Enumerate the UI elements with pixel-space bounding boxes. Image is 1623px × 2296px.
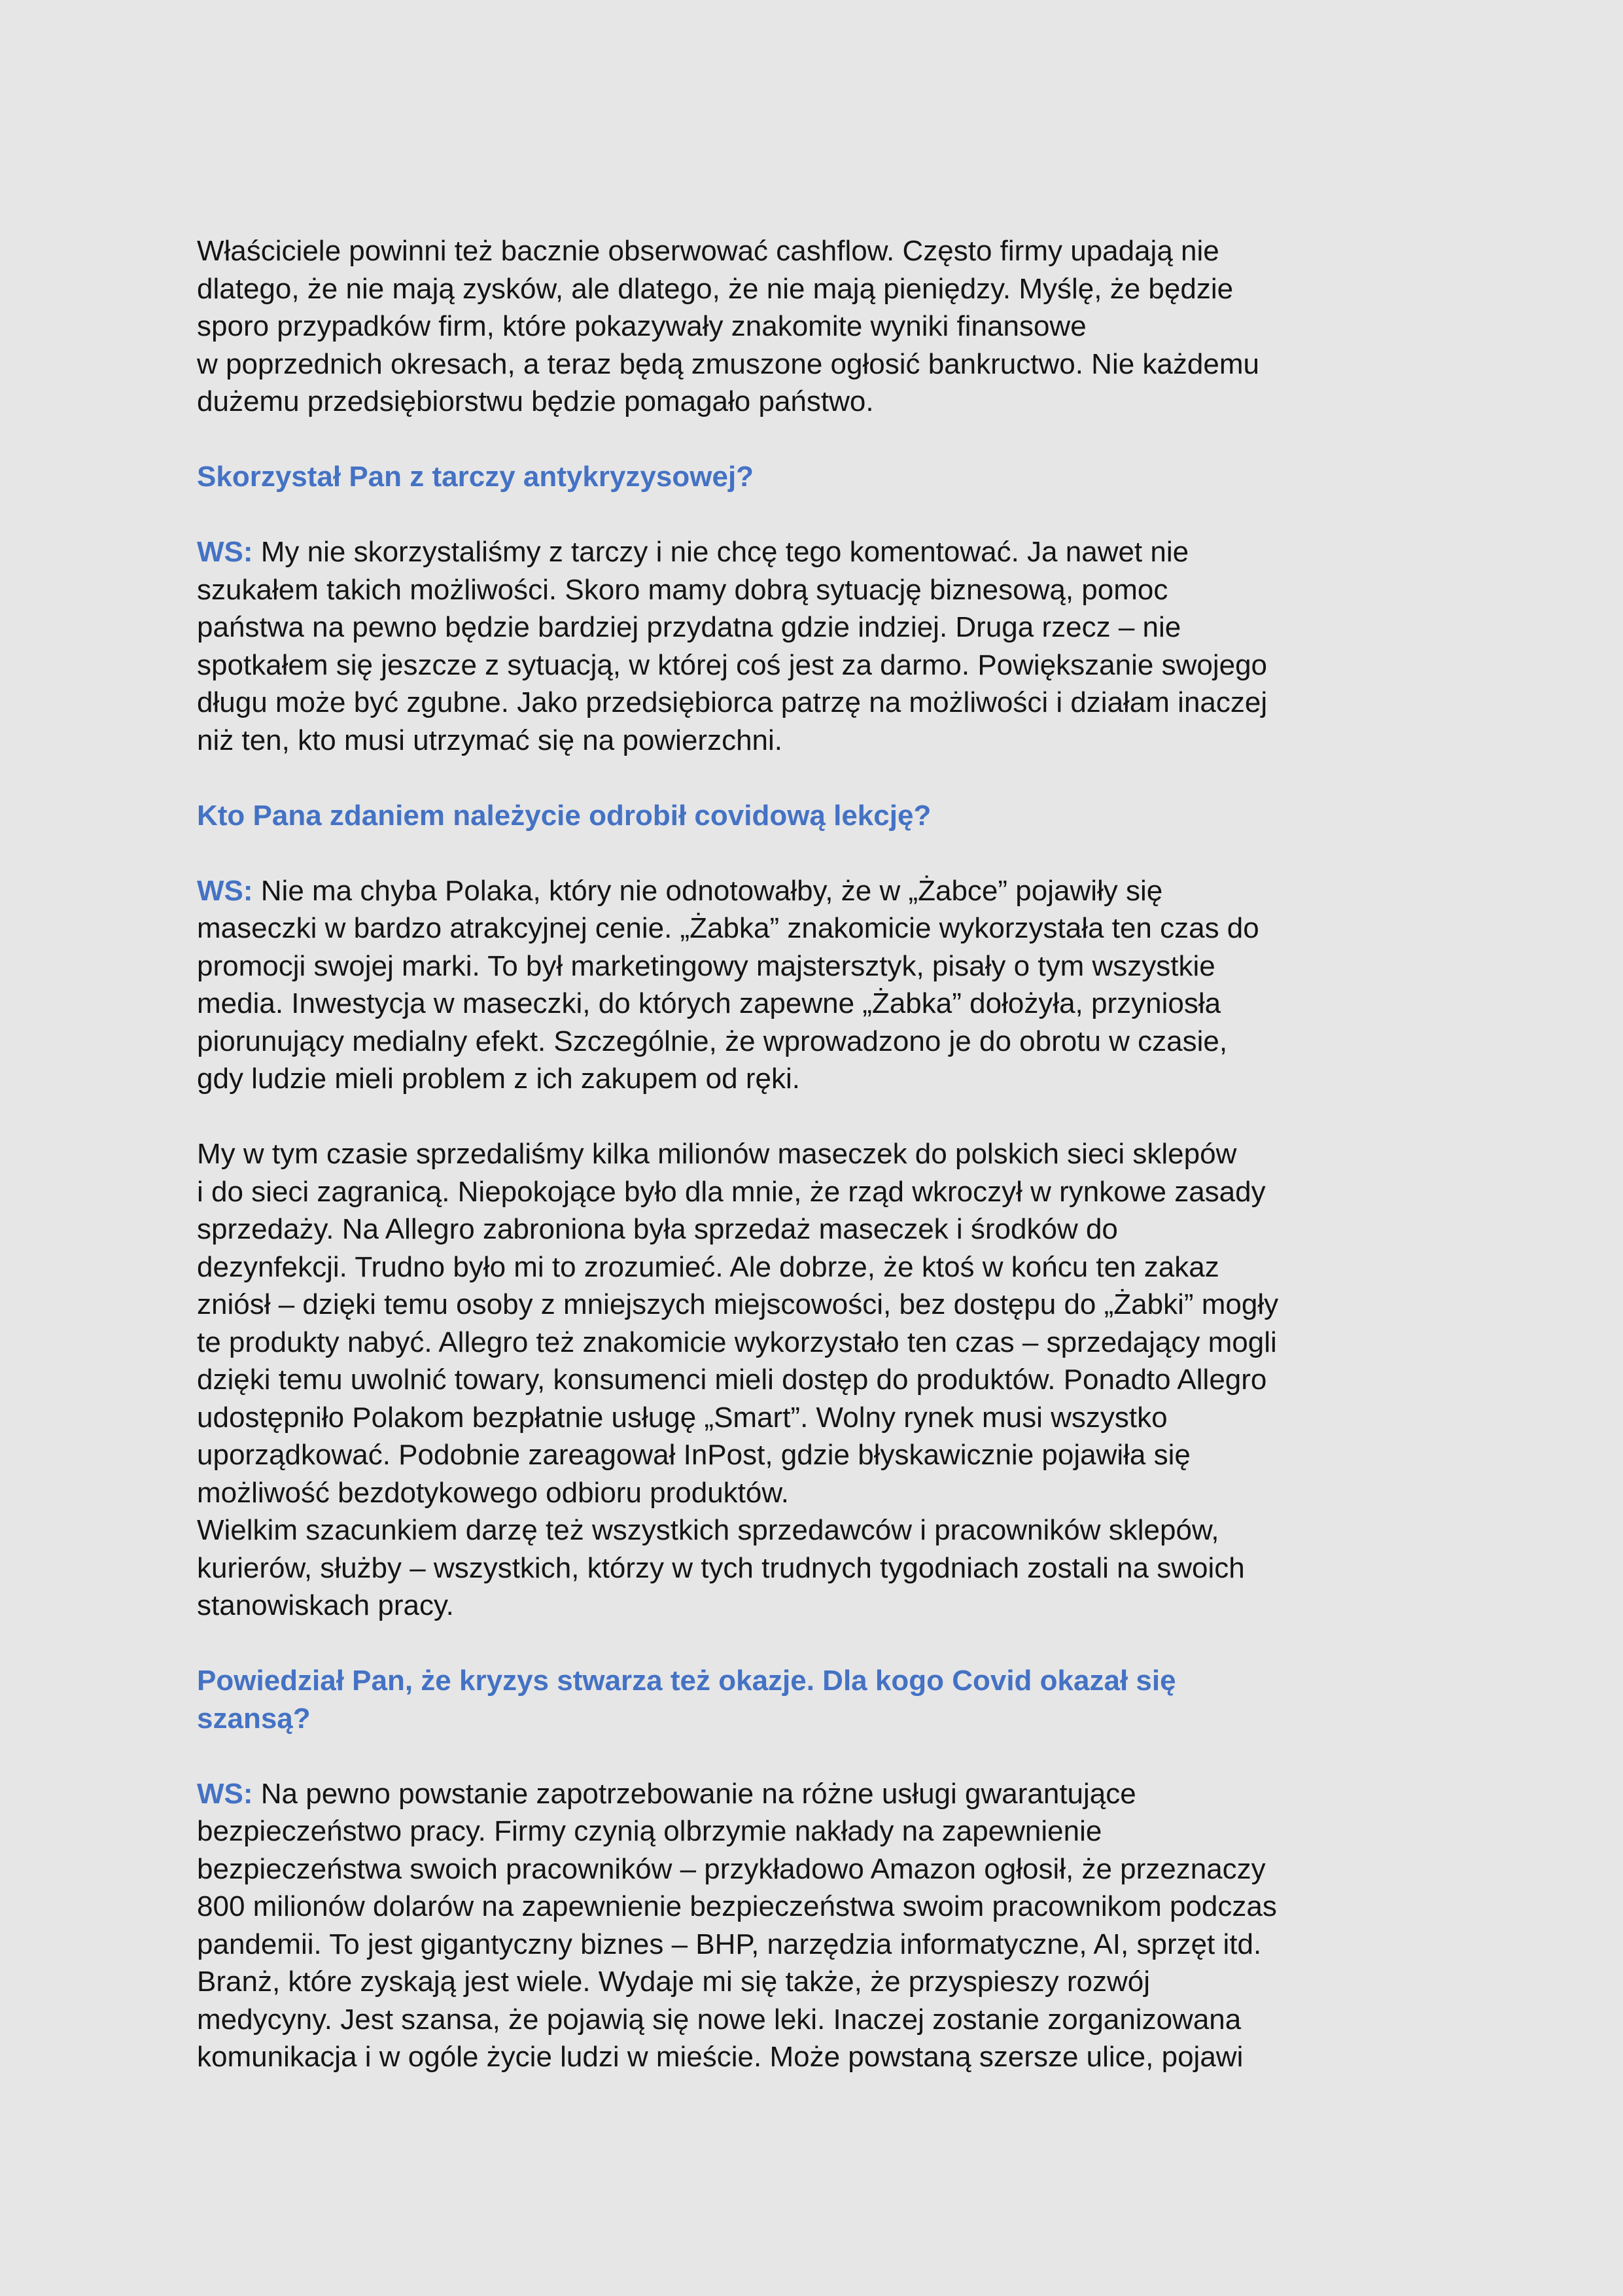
text-line: [197, 1286, 1440, 1324]
body-paragraph: [197, 232, 1440, 421]
line-text: zniósł – dzięki temu osoby z mniejszych miejscowości, bez dostępu do „Żabki” mogły: [197, 1288, 1279, 1320]
text-line: [197, 1888, 1440, 1926]
paragraph-gap: [197, 496, 1440, 534]
line-text: i do sieci zagranicą. Niepokojące było dla mnie, że rząd wkroczył w rynkowe zasady: [197, 1175, 1266, 1208]
text-line: [197, 1060, 1440, 1098]
text-line: [197, 2001, 1440, 2039]
text-line: [197, 383, 1440, 421]
line-text: Branż, które zyskają jest wiele. Wydaje mi się także, że przyspieszy rozwój: [197, 1966, 1150, 1998]
line-text: My w tym czasie sprzedaliśmy kilka milionów maseczek do polskich sieci sklepów: [197, 1138, 1237, 1170]
line-text: My nie skorzystaliśmy z tarczy i nie chcę tego komentować. Ja nawet nie: [260, 536, 1189, 568]
line-text: szukałem takich możliwości. Skoro mamy dobrą sytuację biznesową, pomoc: [197, 573, 1168, 606]
text-line: [197, 1587, 1440, 1625]
line-text: możliwość bezdotykowego odbioru produktów.: [197, 1476, 789, 1509]
line-text: sprzedaży. Na Allegro zabroniona była sprzedaż maseczek i środków do: [197, 1213, 1118, 1245]
body-paragraph: [197, 1135, 1440, 1625]
line-text: te produkty nabyć. Allegro też znakomicie wykorzystało ten czas – sprzedający mogli: [197, 1326, 1277, 1358]
text-line: [197, 533, 1440, 571]
line-text: piorunujący medialny efekt. Szczególnie, że wprowadzono je do obrotu w czasie,: [197, 1025, 1228, 1057]
line-text: długu może być zgubne. Jako przedsiębiorca patrzę na możliwości i działam inaczej: [197, 686, 1268, 718]
text-line: [197, 270, 1440, 308]
line-text: uporządkować. Podobnie zareagował InPost, gdzie błyskawicznie pojawiła się: [197, 1439, 1191, 1471]
text-line: [197, 722, 1440, 760]
text-line: [197, 1210, 1440, 1248]
text-line: [197, 872, 1440, 910]
line-text: Kto Pana zdaniem należycie odrobił covidową lekcję?: [197, 799, 932, 832]
text-line: [197, 1662, 1440, 1700]
line-text: szansą?: [197, 1702, 311, 1735]
text-line: [197, 1248, 1440, 1286]
text-line: [197, 1436, 1440, 1474]
interview-question: [197, 797, 1440, 835]
line-text: promocji swojej marki. To był marketingowy majstersztyk, pisały o tym wszystkie: [197, 949, 1215, 982]
line-text: maseczki w bardzo atrakcyjnej cenie. „Żabka” znakomicie wykorzystała ten czas do: [197, 912, 1259, 944]
text-line: [197, 1775, 1440, 1813]
line-text: Powiedział Pan, że kryzys stwarza też okazje. Dla kogo Covid okazał się: [197, 1665, 1176, 1697]
text-line: [197, 308, 1440, 345]
text-line: [197, 1812, 1440, 1850]
text-line: [197, 1963, 1440, 2001]
text-line: [197, 947, 1440, 985]
text-line: [197, 609, 1440, 646]
text-line: [197, 1549, 1440, 1587]
line-text: Wielkim szacunkiem darzę też wszystkich sprzedawców i pracowników sklepów,: [197, 1514, 1219, 1546]
text-line: [197, 1850, 1440, 1888]
text-line: [197, 1361, 1440, 1399]
line-text: dużemu przedsiębiorstwu będzie pomagało państwo.: [197, 385, 874, 417]
line-text: media. Inwestycja w maseczki, do których zapewne „Żabka” dołożyła, przyniosła: [197, 987, 1221, 1019]
line-text: gdy ludzie mieli problem z ich zakupem od ręki.: [197, 1063, 800, 1095]
text-line: [197, 1926, 1440, 1964]
line-text: Nie ma chyba Polaka, który nie odnotowałby, że w „Żabce” pojawiły się: [260, 874, 1163, 907]
text-line: [197, 985, 1440, 1023]
line-text: dzięki temu uwolnić towary, konsumenci mieli dostęp do produktów. Ponadto Allegro: [197, 1364, 1267, 1396]
line-text: 800 milionów dolarów na zapewnienie bezpieczeństwa swoim pracownikom podczas: [197, 1890, 1277, 1922]
line-text: medycyny. Jest szansa, że pojawią się nowe leki. Inaczej zostanie zorganizowana: [197, 2003, 1242, 2036]
text-line: [197, 458, 1440, 496]
line-text: dlatego, że nie mają zysków, ale dlatego, że nie mają pieniędzy. Myślę, że będzie: [197, 272, 1234, 305]
line-text: niż ten, kto musi utrzymać się na powierzchni.: [197, 724, 783, 756]
text-line: [197, 1135, 1440, 1173]
line-text: spotkałem się jeszcze z sytuacją, w której coś jest za darmo. Powiększanie swojego: [197, 648, 1268, 681]
line-text: Właściciele powinni też bacznie obserwować cashflow. Często firmy upadają nie: [197, 235, 1219, 267]
line-text: stanowiskach pracy.: [197, 1589, 454, 1621]
interview-question: [197, 458, 1440, 496]
line-text: bezpieczeństwa swoich pracowników – przykładowo Amazon ogłosił, że przeznaczy: [197, 1852, 1266, 1885]
paragraph-gap: [197, 1625, 1440, 1663]
text-line: [197, 1173, 1440, 1211]
text-line: [197, 1700, 1440, 1738]
paragraph-gap: [197, 834, 1440, 872]
text-line: [197, 232, 1440, 270]
line-text: dezynfekcji. Trudno było mi to zrozumieć. Ale dobrze, że ktoś w końcu ten zakaz: [197, 1250, 1219, 1283]
line-text: w poprzednich okresach, a teraz będą zmuszone ogłosić bankructwo. Nie każdemu: [197, 347, 1259, 380]
text-line: [197, 684, 1440, 722]
text-line: [197, 1474, 1440, 1512]
paragraph-gap: [197, 759, 1440, 797]
line-text: Na pewno powstanie zapotrzebowanie na różne usługi gwarantujące: [260, 1777, 1136, 1810]
text-line: [197, 1324, 1440, 1362]
text-line: [197, 646, 1440, 684]
text-line: [197, 797, 1440, 835]
line-text: sporo przypadków firm, które pokazywały znakomite wyniki finansowe: [197, 310, 1087, 342]
text-line: [197, 2038, 1440, 2076]
speaker-label: WS:: [197, 874, 253, 907]
line-text: Skorzystał Pan z tarczy antykryzysowej?: [197, 461, 754, 493]
text-line: [197, 910, 1440, 947]
speaker-label: WS:: [197, 1777, 253, 1810]
text-line: [197, 1023, 1440, 1061]
line-text: bezpieczeństwo pracy. Firmy czynią olbrzymie nakłady na zapewnienie: [197, 1815, 1102, 1847]
line-text: kurierów, służby – wszystkich, którzy w tych trudnych tygodniach zostali na swoich: [197, 1551, 1245, 1584]
line-text: państwa na pewno będzie bardziej przydatna gdzie indziej. Druga rzecz – nie: [197, 611, 1181, 643]
line-text: komunikacja i w ogóle życie ludzi w mieście. Może powstaną szersze ulice, pojawi: [197, 2041, 1244, 2073]
text-line: [197, 1511, 1440, 1549]
document-page: [197, 232, 1440, 2076]
text-line: [197, 345, 1440, 383]
interview-answer: [197, 533, 1440, 759]
text-line: [197, 571, 1440, 609]
line-text: udostępniło Polakom bezpłatnie usługę „Smart”. Wolny rynek musi wszystko: [197, 1401, 1168, 1434]
paragraph-gap: [197, 1737, 1440, 1775]
speaker-label: WS:: [197, 536, 253, 568]
text-line: [197, 1399, 1440, 1437]
paragraph-gap: [197, 421, 1440, 459]
paragraph-gap: [197, 1098, 1440, 1136]
interview-answer: [197, 1775, 1440, 2076]
interview-answer: [197, 872, 1440, 1098]
interview-question: [197, 1662, 1440, 1737]
line-text: pandemii. To jest gigantyczny biznes – BHP, narzędzia informatyczne, AI, sprzęt itd.: [197, 1928, 1262, 1960]
